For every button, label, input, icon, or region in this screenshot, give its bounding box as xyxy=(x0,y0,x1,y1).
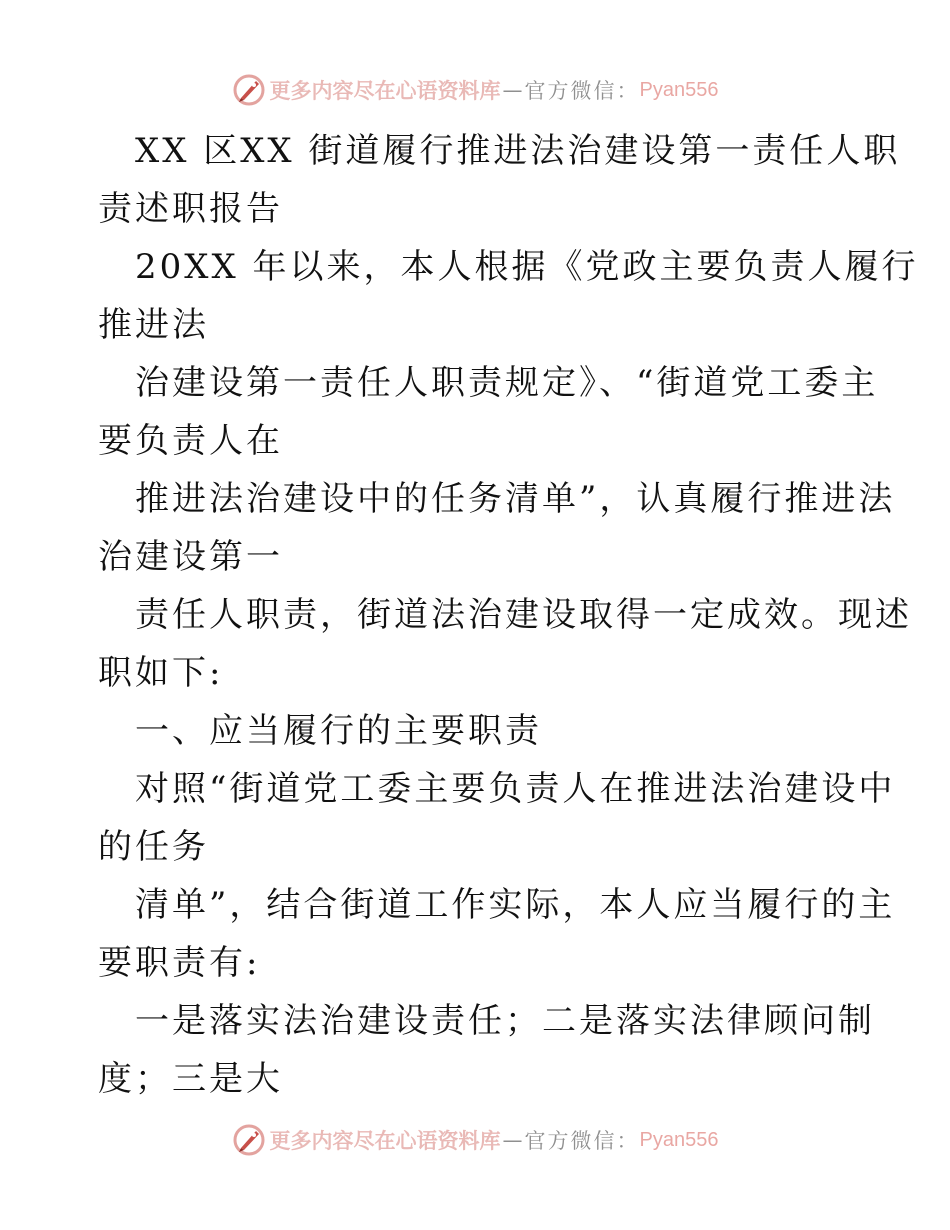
watermark-wechat-label: 官方微信： xyxy=(524,79,640,103)
document-line: 要职责有: xyxy=(98,943,261,983)
watermark-brand: 更多内容尽在心语资料库 xyxy=(269,1128,501,1153)
watermark-wechat-id: Pyan556 xyxy=(639,78,719,101)
document-line: 推进法治建设中的任务清单”，认真履行推进法 xyxy=(135,479,896,519)
document-line: 一是落实法治建设责任；二是落实法律顾问制 xyxy=(135,1001,875,1041)
document-line: 责述职报告 xyxy=(98,189,283,229)
quill-logo-icon xyxy=(232,73,266,107)
document-line: 清单”，结合街道工作实际，本人应当履行的主 xyxy=(135,885,896,925)
document-line: 职如下: xyxy=(98,653,224,693)
document-line: 要负责人在 xyxy=(98,421,283,461)
watermark-dash: — xyxy=(502,1128,523,1152)
document-line: 责任人职责，街道法治建设取得一定成效。现述 xyxy=(135,595,912,635)
footer-watermark xyxy=(0,1120,950,1160)
watermark-brand: 更多内容尽在心语资料库 xyxy=(269,78,501,103)
document-line: 度；三是大 xyxy=(98,1059,283,1099)
document-line: 一、应当履行的主要职责 xyxy=(135,711,542,751)
header-watermark xyxy=(0,70,950,110)
document-line: 20XX 年以来，本人根据《党政主要负责人履行 xyxy=(135,247,919,287)
watermark-dash: — xyxy=(502,78,523,102)
watermark-wechat-id: Pyan556 xyxy=(639,1128,719,1151)
document-line: XX 区XX 街道履行推进法治建设第一责任人职 xyxy=(135,131,901,171)
watermark-wechat-label: 官方微信： xyxy=(524,1129,640,1153)
document-line: 的任务 xyxy=(98,827,209,867)
document-line: 治建设第一 xyxy=(98,537,283,577)
document-line: 治建设第一责任人职责规定》、“街道党工委主 xyxy=(135,363,879,403)
quill-logo-icon xyxy=(232,1123,266,1157)
document-line: 对照“街道党工委主要负责人在推进法治建设中 xyxy=(135,769,896,809)
document-body xyxy=(98,122,919,1108)
document-line: 推进法 xyxy=(98,305,209,345)
